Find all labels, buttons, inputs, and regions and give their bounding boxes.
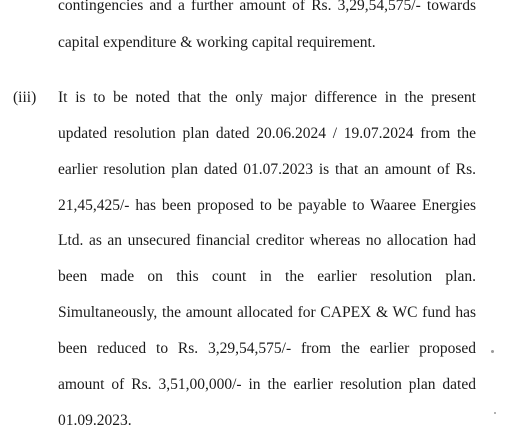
top-paragraph-line-2: capital expenditure & working capital requirement. <box>58 34 376 51</box>
clause-line-4: 21,45,425/- has been proposed to be payable to Waaree Energies <box>58 197 476 214</box>
clause-line-1: It is to be noted that the only major difference in the present <box>58 89 476 106</box>
clause-line-5: Ltd. as an unsecured financial creditor whereas no allocation had <box>58 232 476 249</box>
top-paragraph-line-1: contingencies and a further amount of Rs. 3,29,54,575/- towards <box>58 0 476 14</box>
clause-line-9: amount of Rs. 3,51,00,000/- in the earlier resolution plan dated <box>58 376 476 393</box>
clause-line-10: 01.09.2023. <box>58 412 132 429</box>
clause-line-3: earlier resolution plan dated 01.07.2023 is that an amount of Rs. <box>58 161 476 178</box>
scan-speck <box>491 350 494 353</box>
clause-line-7: Simultaneously, the amount allocated for CAPEX & WC fund has <box>58 304 476 321</box>
clause-line-6: been made on this count in the earlier resolution plan. <box>58 268 476 285</box>
clause-line-2: updated resolution plan dated 20.06.2024 / 19.07.2024 from the <box>58 125 476 142</box>
scan-speck <box>494 412 496 414</box>
clause-marker: (iii) <box>13 89 37 106</box>
clause-line-8: been reduced to Rs. 3,29,54,575/- from the earlier proposed <box>58 340 476 357</box>
